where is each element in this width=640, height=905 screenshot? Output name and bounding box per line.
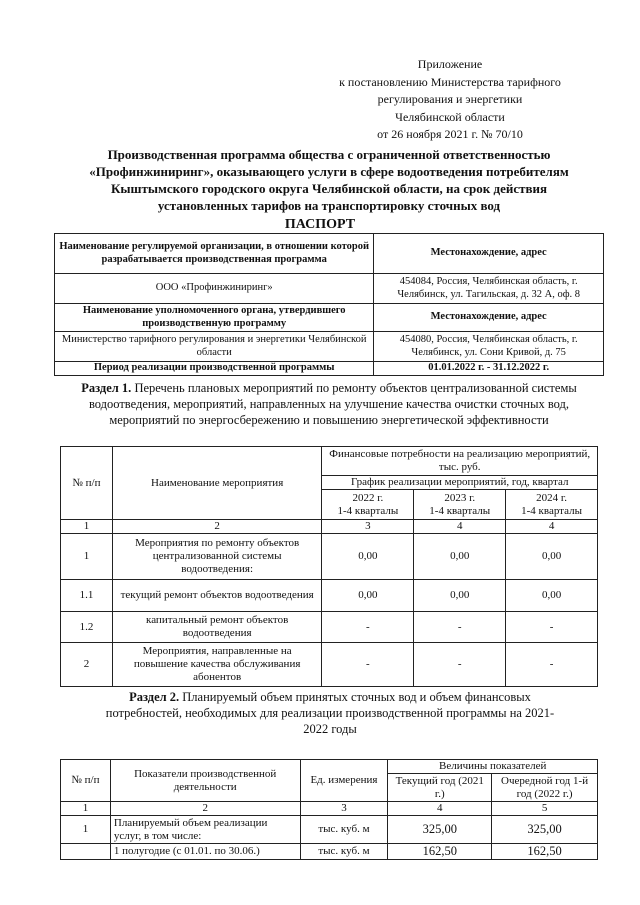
- row-unit: тыс. куб. м: [300, 816, 388, 844]
- appendix-block: [300, 56, 600, 144]
- row-value-2022: -: [322, 643, 414, 687]
- column-index: 1: [61, 802, 111, 816]
- row-value-2023: 0,00: [414, 534, 506, 580]
- section1-number: Раздел 1.: [81, 381, 132, 395]
- row-value-2023: -: [414, 643, 506, 687]
- column-index-row: [61, 802, 598, 816]
- col-year-2022: [322, 490, 414, 520]
- section1-heading: [60, 380, 598, 428]
- year-label: 2024 г.: [536, 491, 567, 504]
- column-index: 2: [110, 802, 300, 816]
- row-number: [61, 844, 111, 860]
- document-title: [62, 146, 596, 214]
- appendix-line: Приложение: [417, 57, 483, 71]
- passport-table: [54, 233, 604, 376]
- col-number-header: № п/п: [61, 760, 111, 802]
- table-row: [61, 816, 598, 844]
- row-next-value: 325,00: [492, 816, 598, 844]
- table-row: [61, 844, 598, 860]
- column-index: 4: [388, 802, 492, 816]
- authority-name: Министерство тарифного регулирования и энергетики Челябинской области: [55, 332, 374, 362]
- col-year-2024: [506, 490, 598, 520]
- column-index: 5: [492, 802, 598, 816]
- year-label: 2022 г.: [352, 491, 384, 504]
- org-address: 454084, Россия, Челябинская область, г. Челябинск, ул. Тагильская, д. 32 А, оф. 8: [374, 274, 604, 304]
- row-number: 1: [61, 534, 113, 580]
- col-values-header: Величины показателей: [388, 760, 598, 774]
- column-index: 4: [414, 520, 506, 534]
- column-index: 4: [506, 520, 598, 534]
- row-indicator: Планируемый объем реализации услуг, в том числе:: [110, 816, 300, 844]
- col-unit-header: Ед. измерения: [300, 760, 388, 802]
- row-current-value: 325,00: [388, 816, 492, 844]
- row-number: 1: [61, 816, 111, 844]
- row-number: 1.1: [61, 580, 113, 612]
- row-value-2024: 0,00: [506, 534, 598, 580]
- appendix-line: к постановлению Министерства тарифного: [339, 74, 561, 89]
- row-measure: Мероприятия по ремонту объектов централизованной системы водоотведения:: [112, 534, 322, 580]
- col-number-header: № п/п: [61, 447, 113, 520]
- col-year-2023: [414, 490, 506, 520]
- row-value-2023: -: [414, 612, 506, 643]
- appendix-line: регулирования и энергетики: [377, 92, 523, 106]
- passport-heading: ПАСПОРТ: [284, 217, 356, 232]
- row-value-2023: 0,00: [414, 580, 506, 612]
- col-current-year: Текущий год (2021 г.): [388, 774, 492, 802]
- col-indicator-header: Показатели производственной деятельности: [110, 760, 300, 802]
- table-row: [61, 643, 598, 687]
- col-finance-header: Финансовые потребности на реализацию мероприятий, тыс. руб.: [322, 447, 598, 476]
- row-number: 2: [61, 643, 113, 687]
- title-line: Производственная программа общества с ограниченной ответственностью: [107, 147, 551, 162]
- column-index: 2: [112, 520, 322, 534]
- section2-table: [60, 759, 598, 860]
- section2-heading: [100, 689, 560, 737]
- appendix-line: от 26 ноября 2021 г. № 70/10: [377, 127, 523, 141]
- org-name-header: Наименование регулируемой организации, в отношении которой разрабатывается производственная программа: [55, 234, 374, 274]
- col-next-year: Очередной год 1-й год (2022 г.): [492, 774, 598, 802]
- row-value-2022: 0,00: [322, 580, 414, 612]
- title-line: «Профинжиниринг», оказывающего услуги в сфере водоотведения потребителям: [89, 164, 569, 179]
- row-unit: тыс. куб. м: [300, 844, 388, 860]
- row-current-value: 162,50: [388, 844, 492, 860]
- org-address-header: Местонахождение, адрес: [374, 234, 604, 274]
- title-line: установленных тарифов на транспортировку сточных вод: [157, 198, 501, 213]
- quarters-label: 1-4 кварталы: [521, 504, 582, 517]
- row-value-2024: -: [506, 643, 598, 687]
- authority-header: Наименование уполномоченного органа, утвердившего производственную программу: [55, 304, 374, 332]
- section1-table: [60, 446, 598, 687]
- table-row: [61, 612, 598, 643]
- table-row: [61, 534, 598, 580]
- row-number: 1.2: [61, 612, 113, 643]
- row-indicator: 1 полугодие (с 01.01. по 30.06.): [110, 844, 300, 860]
- section2-number: Раздел 2.: [129, 690, 180, 704]
- row-value-2024: -: [506, 612, 598, 643]
- authority-address: 454080, Россия, Челябинская область, г. Челябинск, ул. Сони Кривой, д. 75: [374, 332, 604, 362]
- period-value: 01.01.2022 г. - 31.12.2022 г.: [374, 362, 604, 376]
- column-index-row: [61, 520, 598, 534]
- period-label: Период реализации производственной программы: [55, 362, 374, 376]
- row-value-2022: 0,00: [322, 534, 414, 580]
- column-index: 3: [322, 520, 414, 534]
- quarters-label: 1-4 кварталы: [337, 504, 399, 517]
- row-measure: Мероприятия, направленные на повышение качества обслуживания абонентов: [112, 643, 322, 687]
- row-measure: капитальный ремонт объектов водоотведения: [112, 612, 322, 643]
- year-label: 2023 г.: [444, 491, 476, 504]
- section2-text: Планируемый объем принятых сточных вод и объем финансовых потребностей, необходимых для реализации производственной программы на 2021-2022 годы: [105, 690, 555, 736]
- appendix-line: Челябинской области: [395, 109, 505, 124]
- col-schedule-header: График реализации мероприятий, год, квартал: [322, 476, 598, 490]
- column-index: 3: [300, 802, 388, 816]
- authority-address-header: Местонахождение, адрес: [374, 304, 604, 332]
- org-name: ООО «Профинжиниринг»: [55, 274, 374, 304]
- quarters-label: 1-4 кварталы: [429, 504, 491, 517]
- row-value-2022: -: [322, 612, 414, 643]
- col-measure-header: Наименование мероприятия: [112, 447, 322, 520]
- row-measure: текущий ремонт объектов водоотведения: [112, 580, 322, 612]
- table-row: [61, 580, 598, 612]
- row-value-2024: 0,00: [506, 580, 598, 612]
- title-line: Кыштымского городского округа Челябинской области, на срок действия: [110, 181, 548, 196]
- section1-text: Перечень плановых мероприятий по ремонту объектов централизованной системы водоотведения, мероприятий, направленных на улучшение качества очистки сточных вод, мероприятий по энергосбережению и повышению энергетической эффективности: [88, 381, 577, 427]
- row-next-value: 162,50: [492, 844, 598, 860]
- column-index: 1: [61, 520, 113, 534]
